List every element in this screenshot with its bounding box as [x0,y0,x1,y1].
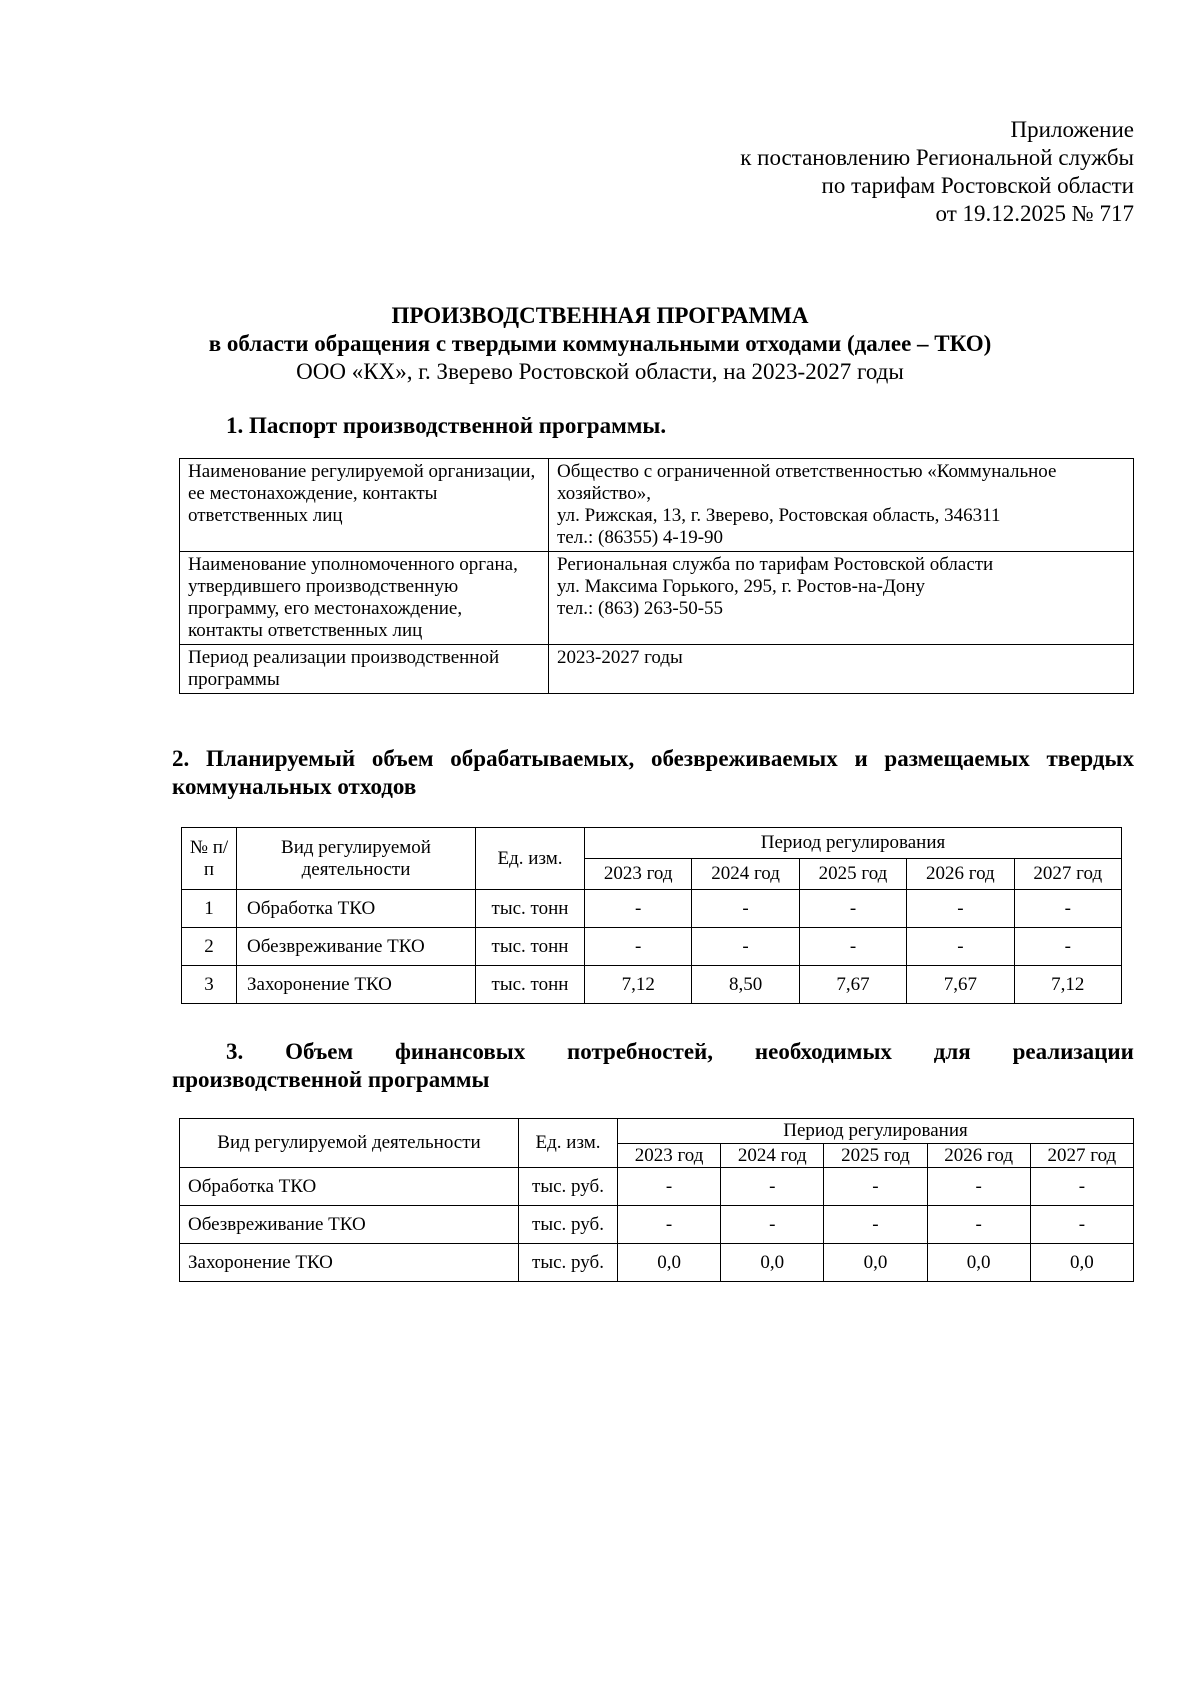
value-cell: - [927,1168,1030,1206]
unit-cell: тыс. руб. [519,1206,618,1244]
column-header-year: 2027 год [1030,1144,1133,1168]
column-header-period: Период регулирования [618,1119,1134,1144]
value-cell: 0,0 [824,1244,927,1282]
value-cell: - [721,1206,824,1244]
column-header-year: 2024 год [721,1144,824,1168]
appendix-header [614,116,1134,228]
unit-cell: тыс. руб. [519,1244,618,1282]
heading-word: 3. [226,1039,244,1064]
column-header-year: 2023 год [618,1144,721,1168]
heading-word: реализации [1012,1039,1134,1064]
table-header-row [182,828,1122,859]
heading-word: финансовых [395,1039,526,1064]
column-header-activity: Вид регулируемой деятельности [237,828,476,890]
value-cell: 7,67 [799,966,906,1004]
value-cell: 0,0 [927,1244,1030,1282]
activity-name: Захоронение ТКО [237,966,476,1004]
passport-value [549,552,1134,645]
table-row [180,1168,1134,1206]
value-cell: - [618,1168,721,1206]
heading-word: необходимых [754,1039,892,1064]
table-row [180,645,1134,694]
heading-word: для [933,1039,971,1064]
activity-name: Обезвреживание ТКО [180,1206,519,1244]
appendix-line: к постановлению Региональной службы [740,145,1134,170]
table-row [182,928,1122,966]
section-3-heading-line: производственной программы [172,1067,490,1092]
activity-name: Захоронение ТКО [180,1244,519,1282]
table-row [180,459,1134,552]
appendix-line: от 19.12.2025 № 717 [935,201,1134,226]
value-cell: 8,50 [692,966,799,1004]
activity-name: Обезвреживание ТКО [237,928,476,966]
column-header-year: 2025 год [824,1144,927,1168]
document-title-block [0,302,1200,386]
row-number: 1 [182,890,237,928]
section-1-heading: 1. Паспорт производственной программы. [226,413,667,438]
column-header-unit: Ед. изм. [519,1119,618,1168]
column-header-number: № п/п [182,828,237,890]
value-cell: - [799,928,906,966]
organization-line: ООО «КХ», г. Зверево Ростовской области, на 2023-2027 годы [296,359,904,384]
table-row [180,1206,1134,1244]
passport-value-line: тел.: (86355) 4-19-90 [557,527,724,548]
passport-label: Период реализации производственной программы [180,645,549,694]
value-cell: - [799,890,906,928]
value-cell: - [824,1206,927,1244]
passport-value-line: ул. Максима Горького, 295, г. Ростов-на-Дону [557,576,926,597]
table-row [180,1244,1134,1282]
section-2-heading: 2. Планируемый объем обрабатываемых, обезвреживаемых и размещаемых твердых коммунальных отходов [172,746,1134,799]
document-title: ПРОИЗВОДСТВЕННАЯ ПРОГРАММА [391,303,809,328]
value-cell: 0,0 [618,1244,721,1282]
value-cell: 0,0 [1030,1244,1133,1282]
column-header-unit: Ед. изм. [476,828,585,890]
table-row [182,966,1122,1004]
row-number: 3 [182,966,237,1004]
passport-value-line: 2023-2027 годы [557,647,683,668]
passport-value [549,645,1134,694]
passport-table [179,458,1134,694]
column-header-year: 2027 год [1014,859,1121,890]
column-header-year: 2024 год [692,859,799,890]
column-header-year: 2026 год [927,1144,1030,1168]
value-cell: - [824,1168,927,1206]
value-cell: - [907,890,1014,928]
passport-label: Наименование уполномоченного органа, утвердившего производственную программу, его местонахождение, контакты ответственных лиц [180,552,549,645]
value-cell: 7,12 [585,966,692,1004]
value-cell: 7,12 [1014,966,1121,1004]
value-cell: - [721,1168,824,1206]
passport-value-line: тел.: (863) 263-50-55 [557,598,724,619]
value-cell: - [618,1206,721,1244]
passport-value-line: Региональная служба по тарифам Ростовской области [557,554,994,575]
passport-value-line: Общество с ограниченной ответственностью «Коммунальное хозяйство», [557,461,1057,504]
value-cell: - [1014,890,1121,928]
value-cell: - [1014,928,1121,966]
appendix-line: по тарифам Ростовской области [821,173,1134,198]
value-cell: 7,67 [907,966,1014,1004]
section-3-heading-line [172,1038,1134,1066]
document-subtitle: в области обращения с твердыми коммунальными отходами (далее – ТКО) [208,331,992,356]
column-header-year: 2023 год [585,859,692,890]
appendix-line: Приложение [1010,117,1134,142]
passport-label: Наименование регулируемой организации, ее местонахождение, контакты ответственных лиц [180,459,549,552]
unit-cell: тыс. тонн [476,966,585,1004]
value-cell: - [692,890,799,928]
unit-cell: тыс. тонн [476,928,585,966]
table-row [182,890,1122,928]
volume-table [181,827,1122,1004]
column-header-activity: Вид регулируемой деятельности [180,1119,519,1168]
section-3-heading [172,1038,1134,1094]
passport-value [549,459,1134,552]
table-row [180,552,1134,645]
column-header-year: 2025 год [799,859,906,890]
value-cell: - [585,928,692,966]
passport-value-line: ул. Рижская, 13, г. Зверево, Ростовская область, 346311 [557,505,1001,526]
value-cell: - [1030,1206,1133,1244]
value-cell: - [692,928,799,966]
value-cell: - [585,890,692,928]
value-cell: - [1030,1168,1133,1206]
value-cell: - [927,1206,1030,1244]
unit-cell: тыс. тонн [476,890,585,928]
unit-cell: тыс. руб. [519,1168,618,1206]
finance-table [179,1118,1134,1282]
value-cell: 0,0 [721,1244,824,1282]
column-header-period: Период регулирования [585,828,1122,859]
table-header-row [180,1119,1134,1144]
value-cell: - [907,928,1014,966]
column-header-year: 2026 год [907,859,1014,890]
activity-name: Обработка ТКО [237,890,476,928]
activity-name: Обработка ТКО [180,1168,519,1206]
row-number: 2 [182,928,237,966]
heading-word: Объем [285,1039,354,1064]
heading-word: потребностей, [567,1039,714,1064]
